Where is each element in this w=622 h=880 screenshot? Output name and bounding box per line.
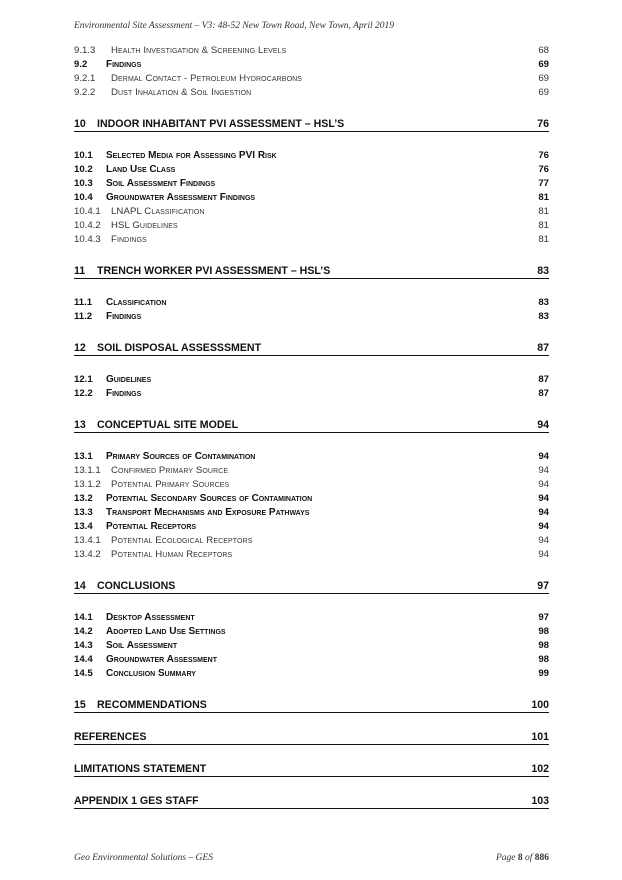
toc-section-entry[interactable] xyxy=(74,625,549,639)
toc-subsection-entry[interactable] xyxy=(74,86,549,100)
toc-entry-page: 102 xyxy=(531,763,549,775)
toc-entry-title: Land Use Class xyxy=(106,164,176,175)
toc-spacer xyxy=(74,713,549,729)
footer-company: Geo Environmental Solutions – GES xyxy=(74,853,213,863)
toc-entry-page: 99 xyxy=(538,668,549,679)
toc-entry-number: 14.5 xyxy=(74,668,93,679)
toc-spacer xyxy=(74,324,549,340)
toc-entry-page: 98 xyxy=(538,626,549,637)
toc-entry-number: 13.2 xyxy=(74,493,93,504)
toc-entry-number: 13.4 xyxy=(74,521,93,532)
toc-entry-number: 13.4.1 xyxy=(74,535,101,546)
toc-chapter-entry[interactable] xyxy=(74,263,549,279)
toc-entry-page: 68 xyxy=(538,45,549,56)
toc-entry-number: 15 xyxy=(74,699,86,711)
toc-entry-title: APPENDIX 1 GES STAFF xyxy=(74,795,199,807)
toc-entry-page: 81 xyxy=(538,234,549,245)
toc-section-entry[interactable] xyxy=(74,191,549,205)
toc-section-entry[interactable] xyxy=(74,506,549,520)
toc-entry-number: 13.4.2 xyxy=(74,549,101,560)
toc-entry-number: 11.1 xyxy=(74,297,93,308)
toc-entry-number: 13.1.2 xyxy=(74,479,101,490)
toc-spacer xyxy=(74,681,549,697)
toc-chapter-rule xyxy=(74,593,549,594)
toc-entry-page: 76 xyxy=(537,118,549,130)
toc-spacer xyxy=(74,356,549,373)
toc-entry-number: 10.3 xyxy=(74,178,93,189)
toc-entry-number: 10.4.1 xyxy=(74,206,101,217)
toc-section-entry[interactable] xyxy=(74,58,549,72)
toc-entry-page: 69 xyxy=(538,59,549,70)
toc-section-entry[interactable] xyxy=(74,450,549,464)
toc-entry-number: 13 xyxy=(74,419,86,431)
toc-subsection-entry[interactable] xyxy=(74,534,549,548)
toc-subsection-entry[interactable] xyxy=(74,478,549,492)
toc-subsection-entry[interactable] xyxy=(74,548,549,562)
toc-subsection-entry[interactable] xyxy=(74,72,549,86)
toc-entry-page: 94 xyxy=(538,507,549,518)
toc-spacer xyxy=(74,433,549,450)
toc-section-entry[interactable] xyxy=(74,373,549,387)
toc-entry-number: 9.2 xyxy=(74,59,88,70)
toc-chapter-rule xyxy=(74,432,549,433)
toc-entry-title: Findings xyxy=(106,388,142,399)
toc-subsection-entry[interactable] xyxy=(74,205,549,219)
toc-entry-title: Groundwater Assessment xyxy=(106,654,218,665)
toc-spacer xyxy=(74,100,549,116)
toc-spacer xyxy=(74,594,549,611)
toc-chapter-rule xyxy=(74,712,549,713)
toc-entry-title: LNAPL Classification xyxy=(111,206,205,217)
toc-section-entry[interactable] xyxy=(74,653,549,667)
toc-entry-title: Classification xyxy=(106,297,167,308)
toc-entry-title: Guidelines xyxy=(106,374,152,385)
toc-entry-page: 97 xyxy=(537,580,549,592)
toc-entry-page: 94 xyxy=(537,419,549,431)
toc-entry-title: Dust Inhalation & Soil Ingestion xyxy=(111,87,252,98)
toc-section-entry[interactable] xyxy=(74,492,549,506)
toc-chapter-entry[interactable] xyxy=(74,417,549,433)
toc-chapter-entry[interactable] xyxy=(74,793,549,809)
toc-entry-number: 10.4.2 xyxy=(74,220,101,231)
toc-section-entry[interactable] xyxy=(74,177,549,191)
toc-entry-title: Conclusion Summary xyxy=(106,668,196,679)
toc-spacer xyxy=(74,247,549,263)
toc-entry-page: 98 xyxy=(538,654,549,665)
toc-entry-number: 11 xyxy=(74,265,86,277)
toc-entry-page: 83 xyxy=(538,297,549,308)
toc-entry-number: 13.3 xyxy=(74,507,93,518)
toc-entry-number: 13.1.1 xyxy=(74,465,101,476)
toc-entry-page: 98 xyxy=(538,640,549,651)
toc-entry-page: 97 xyxy=(538,612,549,623)
toc-spacer xyxy=(74,132,549,149)
toc-chapter-entry[interactable] xyxy=(74,761,549,777)
toc-entry-title: Potential Receptors xyxy=(106,521,197,532)
toc-entry-number: 9.1.3 xyxy=(74,45,96,56)
toc-spacer xyxy=(74,401,549,417)
toc-entry-page: 87 xyxy=(538,374,549,385)
toc-entry-title: Findings xyxy=(106,59,142,70)
toc-entry-page: 103 xyxy=(531,795,549,807)
toc-entry-number: 14 xyxy=(74,580,86,592)
toc-entry-page: 81 xyxy=(538,220,549,231)
toc-entry-page: 77 xyxy=(538,178,549,189)
toc-entry-page: 100 xyxy=(531,699,549,711)
toc-entry-title: Potential Human Receptors xyxy=(111,549,233,560)
toc-entry-page: 76 xyxy=(538,164,549,175)
toc-entry-number: 9.2.2 xyxy=(74,87,96,98)
toc-chapter-rule xyxy=(74,278,549,279)
toc-chapter-entry[interactable] xyxy=(74,340,549,356)
toc-spacer xyxy=(74,777,549,793)
toc-section-entry[interactable] xyxy=(74,611,549,625)
toc-entry-page: 94 xyxy=(538,465,549,476)
toc-entry-number: 10 xyxy=(74,118,86,130)
toc-entry-title: SOIL DISPOSAL ASSESSSMENT xyxy=(97,342,262,354)
toc-entry-page: 87 xyxy=(537,342,549,354)
toc-entry-page: 94 xyxy=(538,493,549,504)
toc-section-entry[interactable] xyxy=(74,667,549,681)
toc-entry-page: 81 xyxy=(538,206,549,217)
toc-entry-title: CONCLUSIONS xyxy=(97,580,176,592)
toc-entry-title: INDOOR INHABITANT PVI ASSESSMENT – HSL’S xyxy=(97,118,345,130)
toc-chapter-rule xyxy=(74,808,549,809)
toc-entry-title: Dermal Contact - Petroleum Hydrocarbons xyxy=(111,73,303,84)
toc-entry-title: CONCEPTUAL SITE MODEL xyxy=(97,419,239,431)
toc-entry-page: 76 xyxy=(538,150,549,161)
page-header: Environmental Site Assessment – V3: 48-52 New Town Road, New Town, April 2019 xyxy=(74,21,395,31)
toc-subsection-entry[interactable] xyxy=(74,464,549,478)
toc-entry-page: 94 xyxy=(538,521,549,532)
toc-entry-title: HSL Guidelines xyxy=(111,220,178,231)
toc-section-entry[interactable] xyxy=(74,520,549,534)
toc-entry-number: 12.1 xyxy=(74,374,93,385)
toc-entry-title: Potential Ecological Receptors xyxy=(111,535,253,546)
toc-entry-number: 14.4 xyxy=(74,654,93,665)
toc-chapter-rule xyxy=(74,744,549,745)
toc-section-entry[interactable] xyxy=(74,296,549,310)
toc-entry-number: 12.2 xyxy=(74,388,93,399)
toc-entry-number: 10.1 xyxy=(74,150,93,161)
toc-subsection-entry[interactable] xyxy=(74,219,549,233)
toc-entry-title: Health Investigation & Screening Levels xyxy=(111,45,287,56)
toc-entry-page: 83 xyxy=(537,265,549,277)
toc-entry-title: Soil Assessment Findings xyxy=(106,178,216,189)
toc-chapter-entry[interactable] xyxy=(74,116,549,132)
toc-entry-title: RECOMMENDATIONS xyxy=(97,699,207,711)
toc-spacer xyxy=(74,562,549,578)
toc-entry-title: Primary Sources of Contamination xyxy=(106,451,256,462)
toc-entry-number: 13.1 xyxy=(74,451,93,462)
toc-chapter-rule xyxy=(74,355,549,356)
toc-entry-page: 94 xyxy=(538,451,549,462)
toc-entry-title: TRENCH WORKER PVI ASSESSMENT – HSL’S xyxy=(97,265,331,277)
toc-entry-page: 81 xyxy=(538,192,549,203)
toc-chapter-entry[interactable] xyxy=(74,729,549,745)
toc-entry-title: Confirmed Primary Source xyxy=(111,465,229,476)
toc-entry-number: 11.2 xyxy=(74,311,93,322)
toc-section-entry[interactable] xyxy=(74,310,549,324)
toc-section-entry[interactable] xyxy=(74,149,549,163)
toc-entry-page: 94 xyxy=(538,549,549,560)
toc-entry-number: 9.2.1 xyxy=(74,73,96,84)
toc-entry-title: Potential Primary Sources xyxy=(111,479,230,490)
toc-section-entry[interactable] xyxy=(74,163,549,177)
toc-subsection-entry[interactable] xyxy=(74,44,549,58)
toc-entry-page: 83 xyxy=(538,311,549,322)
table-of-contents xyxy=(74,44,549,809)
toc-entry-title: Findings xyxy=(111,234,147,245)
toc-entry-number: 10.2 xyxy=(74,164,93,175)
footer-page-number: Page 8 of 886 xyxy=(495,853,549,863)
toc-entry-title: Findings xyxy=(106,311,142,322)
toc-chapter-entry[interactable] xyxy=(74,697,549,713)
toc-entry-number: 10.4 xyxy=(74,192,93,203)
toc-entry-number: 10.4.3 xyxy=(74,234,101,245)
toc-entry-page: 94 xyxy=(538,535,549,546)
toc-entry-page: 69 xyxy=(538,87,549,98)
toc-entry-title: LIMITATIONS STATEMENT xyxy=(74,763,207,775)
toc-entry-title: REFERENCES xyxy=(74,731,147,743)
toc-entry-number: 12 xyxy=(74,342,86,354)
toc-section-entry[interactable] xyxy=(74,639,549,653)
toc-entry-page: 87 xyxy=(538,388,549,399)
toc-entry-title: Groundwater Assessment Findings xyxy=(106,192,256,203)
toc-spacer xyxy=(74,279,549,296)
toc-subsection-entry[interactable] xyxy=(74,233,549,247)
toc-chapter-rule xyxy=(74,131,549,132)
toc-section-entry[interactable] xyxy=(74,387,549,401)
toc-entry-number: 14.2 xyxy=(74,626,93,637)
toc-entry-title: Adopted Land Use Settings xyxy=(106,626,226,637)
toc-spacer xyxy=(74,745,549,761)
toc-entry-title: Potential Secondary Sources of Contamination xyxy=(106,493,313,504)
toc-entry-number: 14.1 xyxy=(74,612,93,623)
toc-entry-page: 69 xyxy=(538,73,549,84)
toc-chapter-entry[interactable] xyxy=(74,578,549,594)
toc-entry-number: 14.3 xyxy=(74,640,93,651)
toc-entry-title: Soil Assessment xyxy=(106,640,178,651)
toc-entry-title: Selected Media for Assessing PVI Risk xyxy=(106,150,277,161)
toc-entry-page: 94 xyxy=(538,479,549,490)
toc-entry-page: 101 xyxy=(531,731,549,743)
toc-entry-title: Desktop Assessment xyxy=(106,612,195,623)
toc-chapter-rule xyxy=(74,776,549,777)
toc-entry-title: Transport Mechanisms and Exposure Pathways xyxy=(106,507,310,518)
